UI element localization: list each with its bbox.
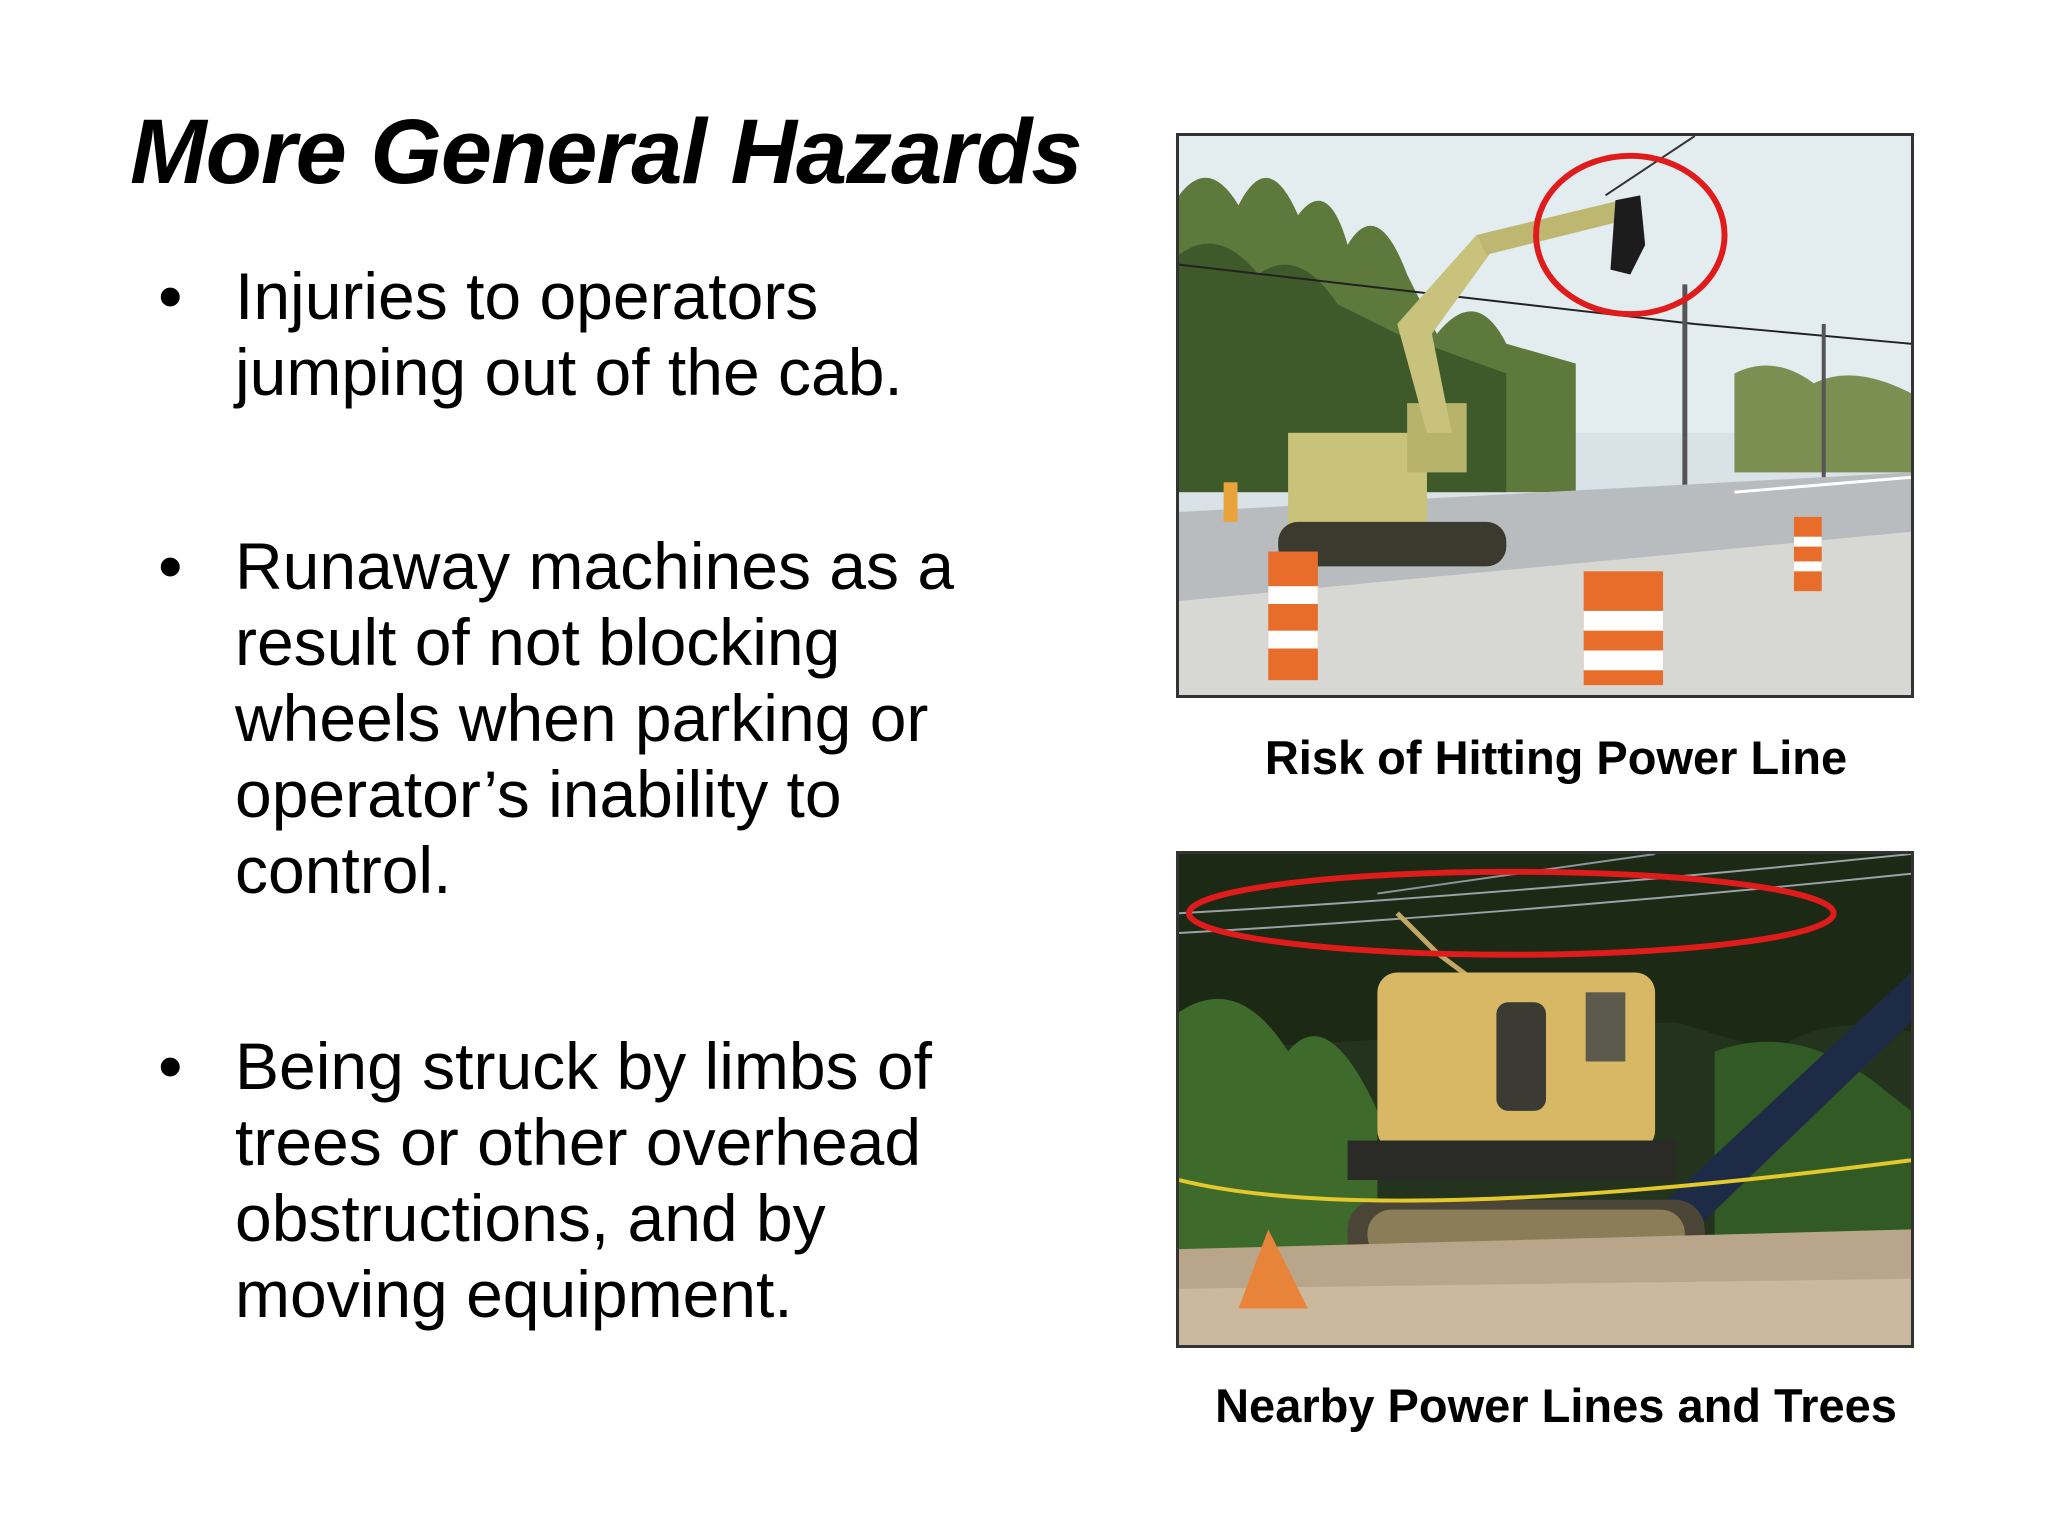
- bullet-marker: •: [158, 1027, 183, 1105]
- crane-power-lines-photo: [1176, 851, 1914, 1348]
- bullet-marker: •: [158, 527, 183, 605]
- bullet-text: Being struck by limbs of trees or other overhead obstructions, and by moving equipment.: [235, 1029, 932, 1331]
- bullet-text: Injuries to operators jumping out of the cab.: [235, 259, 903, 409]
- bullet-text: Runaway machines as a result of not blocking wheels when parking or operator’s inability to control.: [235, 529, 955, 907]
- traffic-cone: [1268, 552, 1318, 681]
- photo-caption: Nearby Power Lines and Trees: [1215, 1379, 1897, 1432]
- excavator-scene-illustration: [1179, 136, 1911, 695]
- excavator-power-line-photo: [1176, 133, 1914, 698]
- crane-scene-illustration: [1179, 854, 1911, 1345]
- slide-title: More General Hazards: [130, 101, 1082, 203]
- photo-caption: Risk of Hitting Power Line: [1264, 731, 1848, 784]
- bullet-marker: •: [158, 257, 183, 335]
